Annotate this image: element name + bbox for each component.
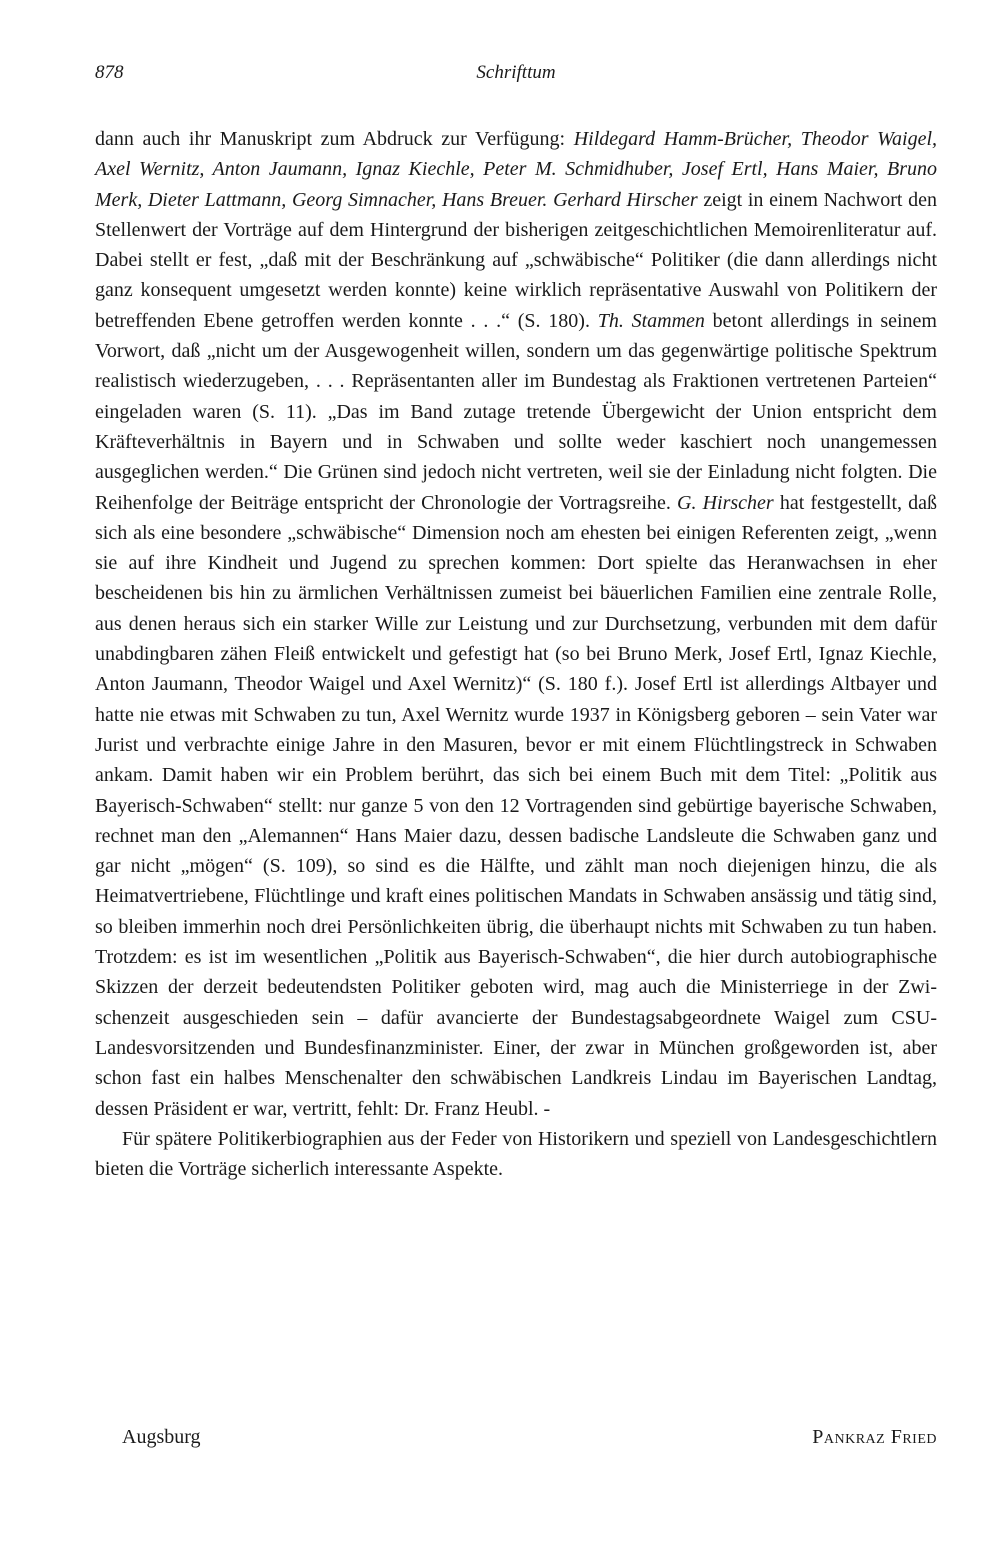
contributor-list: Hildegard Hamm-Brücher, Theodor Waigel, Axel Wernitz, Anton Jaumann, Ignaz Kiechle, Peter M. Schmidhuber, Josef Ertl, Hans Maier, Bruno Merk, Dieter Lattmann, Georg Simnacher, Hans Breuer. bbox=[95, 128, 938, 211]
signature bbox=[95, 1426, 937, 1456]
signature-place: Augsburg bbox=[122, 1426, 201, 1448]
paragraph-2: Für spätere Politikerbiographien aus der Feder von Historikern und speziell von Landesgeschichtlern bieten die Vorträge sicherlich interessante Aspekte. bbox=[95, 1127, 937, 1181]
paragraph-1-text-b: betont allerdings in seinem Vorwort, daß „nicht um der Ausgewogenheit willen, sondern um das gegenwärtige politische Spektrum realistisch wiederzugeben, . . . Repräsentanten aller im Bundestag als Fraktionen vertretenen Parteien“ eingeladen waren (S. 11). „Das im Band zutage tretende Übergewicht der Union entspricht dem Kräfteverhältnis in Bayern und in Schwaben und sollte weder kaschiert noch unangemessen ausgeglichen werden.“ Die Grünen sind jedoch nicht vertreten, weil sie der Einladung nicht folgten. Die Reihenfolge der Beiträge entspricht der Chronologie der Vortragsreihe. bbox=[95, 309, 937, 514]
body-text bbox=[95, 124, 937, 1184]
running-head bbox=[95, 62, 937, 88]
paragraph-1-text-c: hat festgestellt, daß sich als eine besondere „schwäbische“ Dimension noch am ehesten bei einigen Referenten zeigt, „wenn sie auf ihre Kindheit und Jugend zu sprechen kommen: Dort spielte das Heranwachsen in eher bescheidenen bis hin zu ärmlichen Verhältnissen zumeist bei bäuerlichen Familien eine zentrale Rolle, aus denen heraus sich ein starker Wille zur Leistung und zur Durchsetzung, verbunden mit dem dafür unabdingbaren zähen Fleiß entwickelt und gefestigt hat (so bei Bruno Merk, Josef Ertl, Ignaz Kiechle, Anton Jaumann, Theodor Waigel und Axel Wernitz)“ (S. 180 f.). Josef Ertl ist allerdings Altbayer und hatte nie etwas mit Schwaben zu tun, Axel Wernitz wurde 1937 in Königsberg geboren – sein Vater war Jurist und verbrachte einige Jahre in den Masuren, bevor er mit einem Flüchtlingstreck in Schwaben ankam. Damit haben wir ein Problem berührt, das sich bei einem Buch mit dem Titel: „Politik aus Bayerisch-Schwaben“ stellt: nur ganze 5 von den 12 Vortragenden sind gebürtige bayerische Schwaben, rechnet man den „Alemannen“ Hans Maier dazu, dessen badische Landsleute die Schwaben ganz und gar nicht „mögen“ (S. 109), so sind es die Hälfte, und zählt man noch diejenigen hinzu, die als Heimatvertriebene, Flüchtlinge und kraft eines politischen Mandats in Schwaben ansässig und tätig sind, so bleiben immerhin noch drei Persönlichkeiten übrig, die überhaupt nichts mit Schwaben zu tun haben. Trotzdem: es ist im wesentlichen „Politik aus Bayerisch-Schwaben“, die hier durch autobiographische Skizzen der derzeit bedeutendsten Politiker geboten wird, mag auch die Ministerriege in der Zwischenzeit ausgeschieden sein – dafür avancierte der Bundestagsabgeordnete Waigel zum CSU-Landesvorsitzenden und Bundesfinanzminister. Einer, der zwar in München großgeworden ist, aber schon fast ein halbes Menschenalter den schwäbischen Landkreis Lindau im Bayerischen Landtag, dessen Präsident er war, vertritt, fehlt: Dr. Franz Heubl. - bbox=[95, 491, 938, 1120]
signature-author: Pankraz Fried bbox=[812, 1426, 937, 1448]
section-title: Schrifttum bbox=[476, 62, 556, 83]
author-ref-hirscher: Gerhard Hirscher bbox=[553, 188, 698, 211]
paragraph-1 bbox=[95, 124, 937, 1124]
author-ref-stammen: Th. Stammen bbox=[597, 309, 705, 332]
paragraph-1-text-a: zeigt in einem Nachwort den Stellenwert der Vorträge auf dem Hintergrund der bisherigen zeitgeschichtlichen Memoirenliteratur auf. Dabei stellt er fest, „daß mit der Beschränkung auf „schwäbische“ Politiker (die dann allerdings nicht ganz konsequent umgesetzt werden konnte) keine wirklich repräsentative Auswahl von Politikern der betreffenden Ebene getroffen werden konnte . . .“ (S. 180). bbox=[95, 188, 938, 332]
paragraph-1-intro: dann auch ihr Manuskript zum Abdruck zur Verfügung: bbox=[95, 128, 574, 150]
page-number: 878 bbox=[95, 62, 124, 83]
author-ref-hirscher-2: G. Hirscher bbox=[677, 491, 774, 514]
